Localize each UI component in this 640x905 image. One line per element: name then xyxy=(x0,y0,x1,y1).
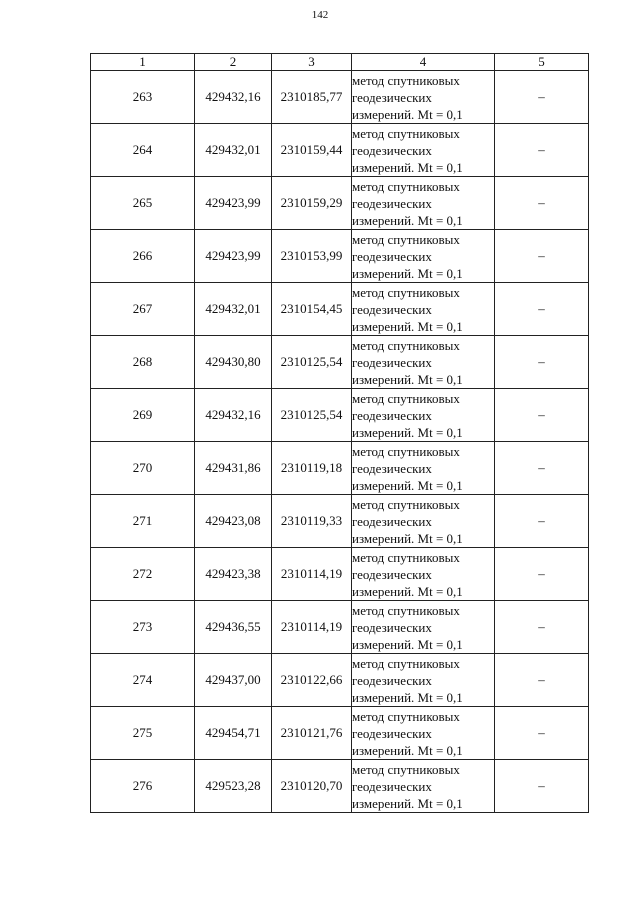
method-line: геодезических xyxy=(352,672,432,688)
note-cell: – xyxy=(495,707,589,760)
x-coordinate-cell: 429432,16 xyxy=(195,71,272,124)
note-cell: – xyxy=(495,495,589,548)
method-line: метод спутниковых xyxy=(352,655,460,671)
note-cell: – xyxy=(495,389,589,442)
method-line: метод спутниковых xyxy=(352,708,460,724)
header-col-5: 5 xyxy=(495,54,589,71)
y-coordinate-cell: 2310119,33 xyxy=(272,495,352,548)
table-row xyxy=(91,283,589,336)
x-coordinate-cell: 429431,86 xyxy=(195,442,272,495)
y-coordinate-cell: 2310159,44 xyxy=(272,124,352,177)
method-cell xyxy=(352,177,495,230)
note-cell: – xyxy=(495,230,589,283)
table-row xyxy=(91,389,589,442)
point-number-cell: 276 xyxy=(91,760,195,813)
table-header xyxy=(91,54,589,71)
x-coordinate-cell: 429423,38 xyxy=(195,548,272,601)
table-row xyxy=(91,760,589,813)
point-number-cell: 265 xyxy=(91,177,195,230)
note-cell: – xyxy=(495,71,589,124)
method-cell xyxy=(352,707,495,760)
header-row xyxy=(91,54,589,71)
y-coordinate-cell: 2310114,19 xyxy=(272,548,352,601)
method-line: измерений. Mt = 0,1 xyxy=(352,742,463,758)
method-line: геодезических xyxy=(352,778,432,794)
method-line: геодезических xyxy=(352,195,432,211)
note-cell: – xyxy=(495,336,589,389)
y-coordinate-cell: 2310122,66 xyxy=(272,654,352,707)
method-line: измерений. Mt = 0,1 xyxy=(352,583,463,599)
method-cell xyxy=(352,124,495,177)
header-col-4: 4 xyxy=(352,54,495,71)
method-line: измерений. Mt = 0,1 xyxy=(352,530,463,546)
table-row xyxy=(91,124,589,177)
table-row xyxy=(91,71,589,124)
method-line: геодезических xyxy=(352,89,432,105)
note-cell: – xyxy=(495,760,589,813)
point-number-cell: 267 xyxy=(91,283,195,336)
x-coordinate-cell: 429437,00 xyxy=(195,654,272,707)
point-number-cell: 264 xyxy=(91,124,195,177)
point-number-cell: 275 xyxy=(91,707,195,760)
table-row xyxy=(91,654,589,707)
method-cell xyxy=(352,230,495,283)
y-coordinate-cell: 2310159,29 xyxy=(272,177,352,230)
x-coordinate-cell: 429432,16 xyxy=(195,389,272,442)
table-row xyxy=(91,177,589,230)
note-cell: – xyxy=(495,548,589,601)
method-cell xyxy=(352,548,495,601)
x-coordinate-cell: 429523,28 xyxy=(195,760,272,813)
method-line: метод спутниковых xyxy=(352,602,460,618)
y-coordinate-cell: 2310154,45 xyxy=(272,283,352,336)
x-coordinate-cell: 429436,55 xyxy=(195,601,272,654)
method-line: геодезических xyxy=(352,354,432,370)
y-coordinate-cell: 2310125,54 xyxy=(272,389,352,442)
x-coordinate-cell: 429430,80 xyxy=(195,336,272,389)
method-line: метод спутниковых xyxy=(352,125,460,141)
method-line: измерений. Mt = 0,1 xyxy=(352,159,463,175)
x-coordinate-cell: 429423,99 xyxy=(195,230,272,283)
x-coordinate-cell: 429423,99 xyxy=(195,177,272,230)
method-line: измерений. Mt = 0,1 xyxy=(352,265,463,281)
table-row xyxy=(91,601,589,654)
method-line: метод спутниковых xyxy=(352,231,460,247)
method-cell xyxy=(352,336,495,389)
table-row xyxy=(91,707,589,760)
method-line: метод спутниковых xyxy=(352,549,460,565)
method-cell xyxy=(352,760,495,813)
method-cell xyxy=(352,654,495,707)
note-cell: – xyxy=(495,601,589,654)
header-col-2: 2 xyxy=(195,54,272,71)
method-line: геодезических xyxy=(352,142,432,158)
y-coordinate-cell: 2310125,54 xyxy=(272,336,352,389)
x-coordinate-cell: 429423,08 xyxy=(195,495,272,548)
note-cell: – xyxy=(495,177,589,230)
note-cell: – xyxy=(495,124,589,177)
method-line: измерений. Mt = 0,1 xyxy=(352,212,463,228)
method-line: метод спутниковых xyxy=(352,178,460,194)
method-line: геодезических xyxy=(352,460,432,476)
method-line: измерений. Mt = 0,1 xyxy=(352,689,463,705)
method-line: геодезических xyxy=(352,301,432,317)
table-row xyxy=(91,548,589,601)
method-cell xyxy=(352,283,495,336)
point-number-cell: 273 xyxy=(91,601,195,654)
point-number-cell: 272 xyxy=(91,548,195,601)
y-coordinate-cell: 2310120,70 xyxy=(272,760,352,813)
method-cell xyxy=(352,601,495,654)
method-line: измерений. Mt = 0,1 xyxy=(352,424,463,440)
y-coordinate-cell: 2310185,77 xyxy=(272,71,352,124)
table-body xyxy=(91,71,589,813)
method-line: геодезических xyxy=(352,407,432,423)
y-coordinate-cell: 2310114,19 xyxy=(272,601,352,654)
point-number-cell: 266 xyxy=(91,230,195,283)
point-number-cell: 274 xyxy=(91,654,195,707)
point-number-cell: 271 xyxy=(91,495,195,548)
page-number: 142 xyxy=(311,9,329,21)
method-line: метод спутниковых xyxy=(352,443,460,459)
method-line: геодезических xyxy=(352,619,432,635)
method-cell xyxy=(352,71,495,124)
method-line: метод спутниковых xyxy=(352,496,460,512)
y-coordinate-cell: 2310153,99 xyxy=(272,230,352,283)
method-line: геодезических xyxy=(352,248,432,264)
method-line: метод спутниковых xyxy=(352,761,460,777)
method-line: измерений. Mt = 0,1 xyxy=(352,371,463,387)
method-line: измерений. Mt = 0,1 xyxy=(352,795,463,811)
method-line: измерений. Mt = 0,1 xyxy=(352,636,463,652)
y-coordinate-cell: 2310119,18 xyxy=(272,442,352,495)
method-line: измерений. Mt = 0,1 xyxy=(352,477,463,493)
header-col-3: 3 xyxy=(272,54,352,71)
point-number-cell: 268 xyxy=(91,336,195,389)
x-coordinate-cell: 429432,01 xyxy=(195,283,272,336)
method-line: геодезических xyxy=(352,725,432,741)
method-line: измерений. Mt = 0,1 xyxy=(352,106,463,122)
note-cell: – xyxy=(495,283,589,336)
method-line: метод спутниковых xyxy=(352,284,460,300)
y-coordinate-cell: 2310121,76 xyxy=(272,707,352,760)
method-line: геодезических xyxy=(352,566,432,582)
point-number-cell: 263 xyxy=(91,71,195,124)
table-row xyxy=(91,442,589,495)
method-line: измерений. Mt = 0,1 xyxy=(352,318,463,334)
table-row xyxy=(91,495,589,548)
note-cell: – xyxy=(495,654,589,707)
method-line: метод спутниковых xyxy=(352,72,460,88)
method-cell xyxy=(352,442,495,495)
point-number-cell: 269 xyxy=(91,389,195,442)
header-col-1: 1 xyxy=(91,54,195,71)
note-cell: – xyxy=(495,442,589,495)
method-line: метод спутниковых xyxy=(352,390,460,406)
point-number-cell: 270 xyxy=(91,442,195,495)
x-coordinate-cell: 429432,01 xyxy=(195,124,272,177)
method-cell xyxy=(352,389,495,442)
coordinates-table xyxy=(90,53,589,813)
table-row xyxy=(91,336,589,389)
x-coordinate-cell: 429454,71 xyxy=(195,707,272,760)
method-line: геодезических xyxy=(352,513,432,529)
table-row xyxy=(91,230,589,283)
method-cell xyxy=(352,495,495,548)
method-line: метод спутниковых xyxy=(352,337,460,353)
